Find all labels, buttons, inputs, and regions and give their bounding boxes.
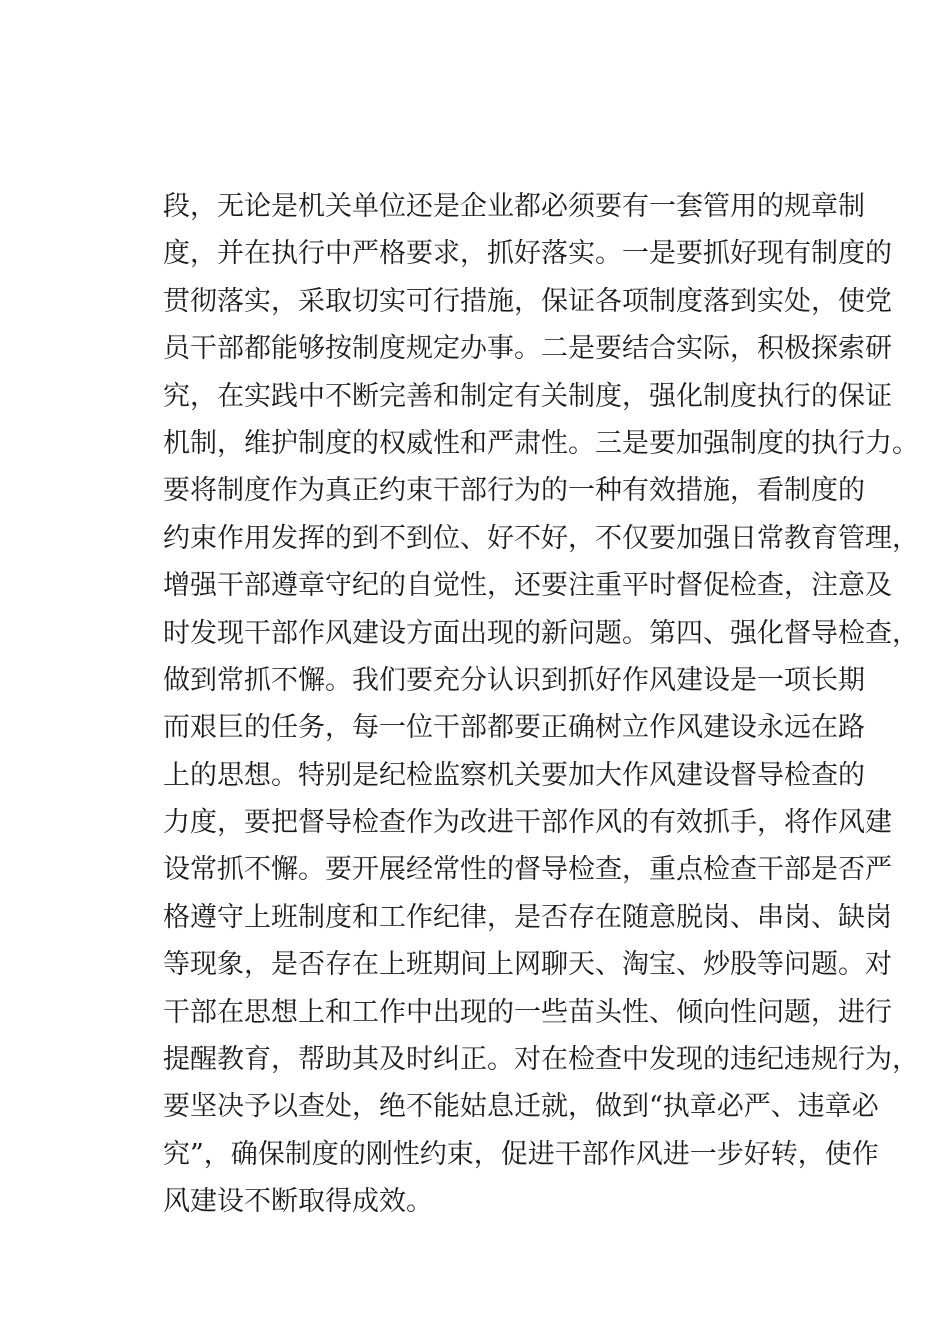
text-line: 增强干部遵章守纪的自觉性，还要注重平时督促检查，注意及 [163,570,892,602]
text-line: 提醒教育，帮助其及时纠正。对在检查中发现的违纪违规行为， [163,1044,919,1076]
text-line: 员干部都能够按制度规定办事。二是要结合实际，积极探索研 [163,333,892,365]
text-line: 时发现干部作风建设方面出现的新问题。第四、强化督导检查， [163,617,919,649]
text-line: 上的思想。特别是纪检监察机关要加大作风建设督导检查的 [163,759,865,791]
text-line: 风建设不断取得成效。 [163,1186,433,1218]
text-line: 做到常抓不懈。我们要充分认识到抓好作风建设是一项长期 [163,664,865,696]
text-line: 机制，维护制度的权威性和严肃性。三是要加强制度的执行力。 [163,427,919,459]
text-line: 究”，确保制度的刚性约束，促进干部作风进一步好转，使作 [163,1138,879,1170]
text-line: 贯彻落实，采取切实可行措施，保证各项制度落到实处，使党 [163,285,892,317]
text-line: 力度，要把督导检查作为改进干部作风的有效抓手，将作风建 [163,807,892,839]
text-line: 要坚决予以查处，绝不能姑息迁就，做到“执章必严、违章必 [163,1091,879,1123]
text-line: 约束作用发挥的到不到位、好不好，不仅要加强日常教育管理， [163,522,919,554]
text-line: 度，并在执行中严格要求，抓好落实。一是要抓好现有制度的 [163,238,892,270]
text-line: 段，无论是机关单位还是企业都必须要有一套管用的规章制 [163,191,865,222]
text-line: 设常抓不懈。要开展经常性的督导检查，重点检查干部是否严 [163,854,892,886]
body-paragraph [163,183,919,1226]
text-line: 而艰巨的任务，每一位干部都要正确树立作风建设永远在路 [163,712,865,744]
text-line: 究，在实践中不断完善和制定有关制度，强化制度执行的保证 [163,380,892,412]
text-line: 要将制度作为真正约束干部行为的一种有效措施，看制度的 [163,475,865,507]
text-line: 等现象，是否存在上班期间上网聊天、淘宝、炒股等问题。对 [163,949,892,981]
text-line: 干部在思想上和工作中出现的一些苗头性、倾向性问题，进行 [163,996,892,1028]
text-line: 格遵守上班制度和工作纪律，是否存在随意脱岗、串岗、缺岗 [163,901,892,933]
